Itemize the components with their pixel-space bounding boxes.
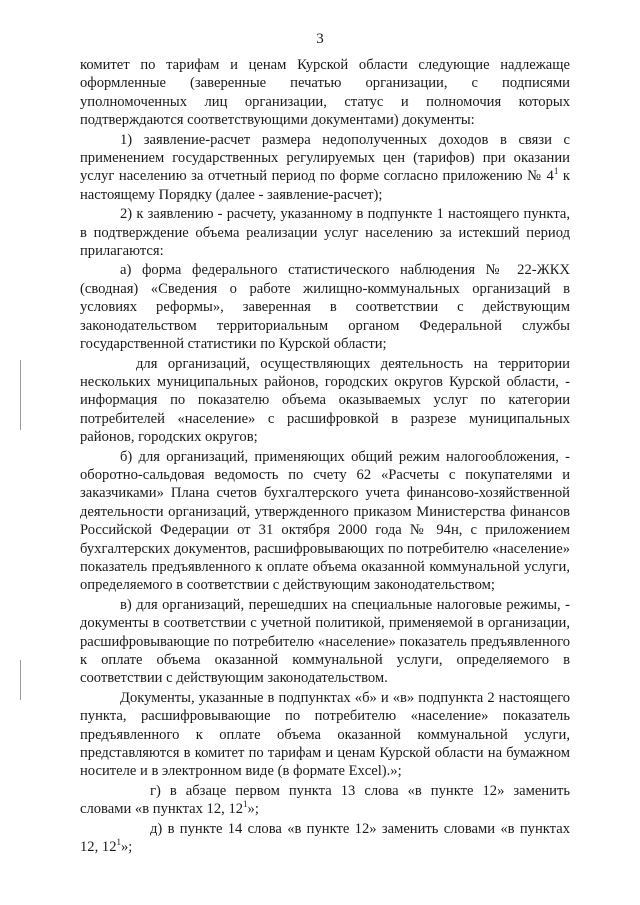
paragraph-multi-district: для организаций, осуществляющих деятельность на территории нескольких муниципальных районов, городских округов Курской области, - информация по показателю объема оказываемых услуг по категории потребителей «население» с расшифровкой в разрезе муниципальных районов, городских округов; <box>80 355 570 446</box>
paragraph-text: г) в абзаце первом пункта 13 слова «в пункте 12» заменить словами «в пунктах 12, 12 <box>80 782 570 818</box>
paragraph-documents: Документы, указанные в подпунктах «б» и «в» подпункта 2 настоящего пункта, расшифровывающие по потребителю «население» показатель предъявленного к оплате объема оказанной коммунальной услуги, представляются в комитет по тарифам и ценам Курской области на бумажном носителе и в электронном виде (в формате Excel).»; <box>80 689 570 780</box>
superscript: 1 <box>116 837 121 848</box>
paragraph-item-a: а) форма федерального статистического наблюдения № 22-ЖКХ (сводная) «Сведения о работе жилищно-коммунальных организаций в условиях реформы», заверенная в соответствии с действующим законодательством территориальным органом Федеральной службы государственной статистики по Курской области; <box>80 262 570 353</box>
paragraph-text: 1) заявление-расчет размера недополученных доходов в связи с применением государственных регулируемых цен (тарифов) при оказании услуг населению за отчетный период по форме согласно приложению № 4 <box>80 131 570 185</box>
margin-scan-line <box>20 660 21 700</box>
paragraph-item-2: 2) к заявлению - расчету, указанному в подпункте 1 настоящего пункта, в подтверждение объема реализации услуг населению за истекший период прилагаются: <box>80 206 570 260</box>
superscript: 1 <box>243 799 248 810</box>
paragraph-intro: комитет по тарифам и ценам Курской области следующие надлежаще оформленные (заверенные печатью организации, с подписями уполномоченных лиц организации, статус и полномочия которых подтверждаются соответствующими документами) документы: <box>80 57 570 129</box>
margin-scan-line <box>20 360 21 430</box>
paragraph-text: »; <box>247 801 259 818</box>
paragraph-item-d <box>80 820 570 857</box>
superscript: 1 <box>553 166 559 177</box>
paragraph-text: д) в пункте 14 слова «в пункте 12» заменить словами «в пунктах 12, 12 <box>80 820 570 856</box>
paragraph-text: »; <box>120 839 133 856</box>
paragraph-text: к настоящему Порядку (далее - заявление-расчет); <box>80 168 570 203</box>
page-number: 3 <box>316 31 324 47</box>
document-body <box>80 56 570 857</box>
paragraph-item-1 <box>80 131 570 205</box>
paragraph-item-b: б) для организаций, применяющих общий режим налогообложения, - оборотно-сальдовая ведомость по счету 62 «Расчеты с покупателями и заказчиками» Плана счетов бухгалтерского учета финансово-хозяйственной деятельности организаций, утвержденного приказом Министерства финансов Российской Федерации от 31 октября 2000 года № 94н, с приложением бухгалтерских документов, расшифровывающих по потребителю «население» показатель предъявленного к оплате объема оказанной коммунальной услуги, определяемого в соответствии с действующим законодательством; <box>80 448 570 594</box>
paragraph-item-v: в) для организаций, перешедших на специальные налоговые режимы, - документы в соответствии с учетной политикой, применяемой в организации, расшифровывающие по потребителю «население» показатель предъявленного к оплате объема оказанной коммунальной услуги, определяемого в соответствии с действующим законодательством. <box>80 596 570 687</box>
paragraph-item-g <box>80 782 570 819</box>
